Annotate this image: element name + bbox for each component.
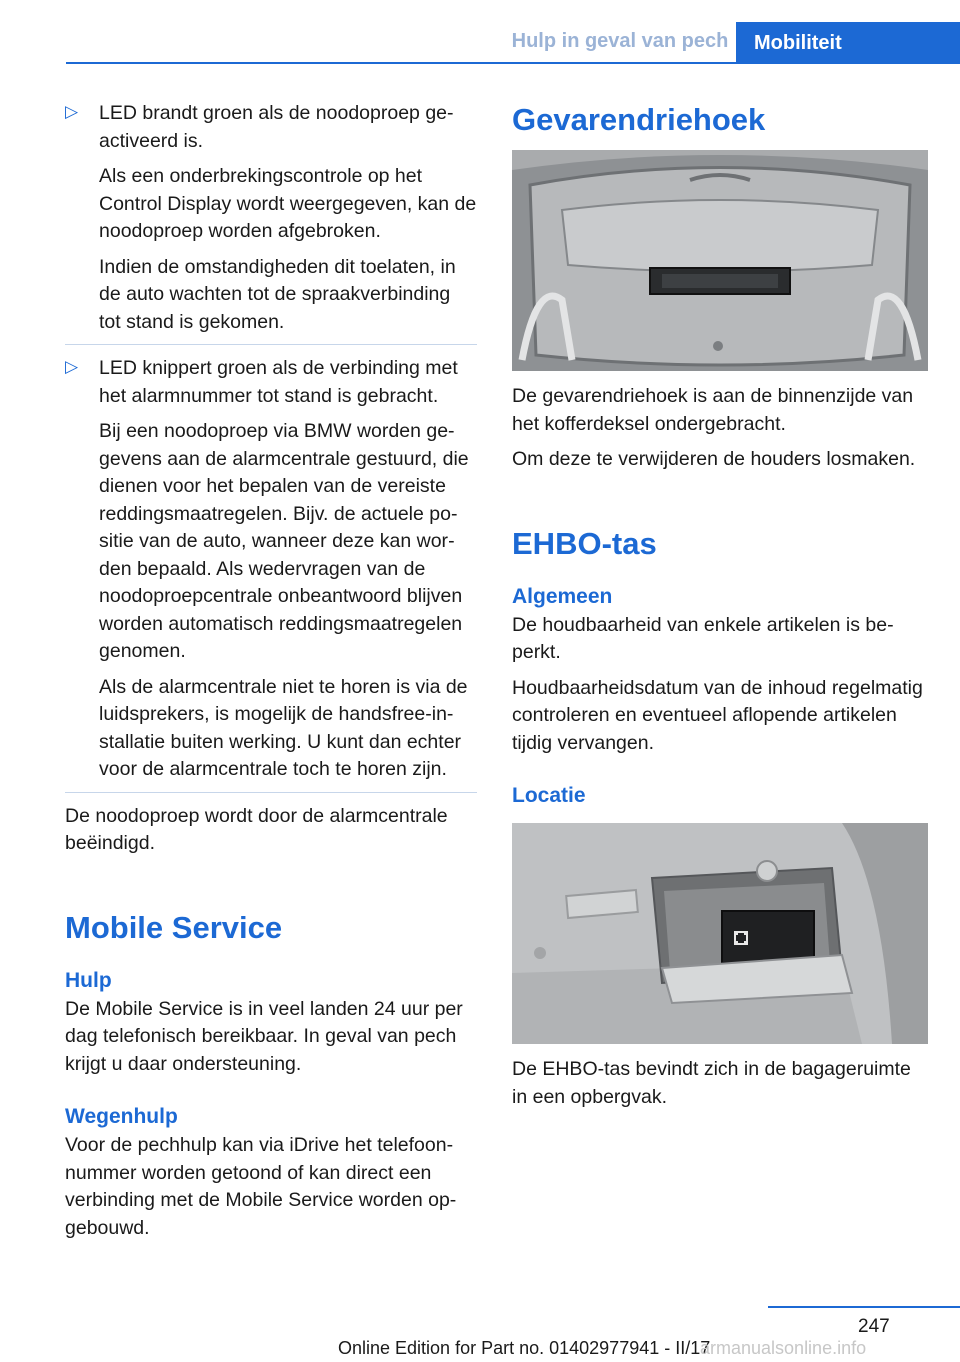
list-item-lead: LED brandt groen als de noodoproep geactiveerd is. <box>99 102 454 152</box>
luggage-compartment-first-aid-image <box>512 823 928 1044</box>
closing-paragraph: De noodoproep wordt door de alarmcentrale beëindigd. <box>65 804 448 854</box>
algemeen-paragraph: De houdbaarheid van enkele artikelen is beperkt. <box>512 613 894 663</box>
ehbo-tas-heading: EHBO-tas <box>512 525 657 561</box>
list-item <box>65 355 477 784</box>
gevarendriehoek-paragraph: Om deze te verwijderen de houders losmaken. <box>512 448 916 470</box>
trunk-lid-warning-triangle-image <box>512 150 928 371</box>
triangle-bullet-icon: ▷ <box>65 357 79 376</box>
footer-edition-text: Online Edition for Part no. 01402977941 - II/17 <box>338 1338 711 1358</box>
watermark-text: armanualsonline.info <box>700 1338 867 1358</box>
gevarendriehoek-paragraph: De gevarendriehoek is aan de binnenzijde van het kofferdeksel ondergebracht. <box>512 385 914 435</box>
list-item <box>65 100 477 336</box>
right-column <box>512 100 930 1111</box>
header-section-title: Hulp in geval van pech <box>511 30 729 52</box>
wegenhulp-subheading: Wegenhulp <box>65 1105 178 1128</box>
algemeen-paragraph: Houdbaarheidsdatum van de inhoud regelmatig controleren en eventueel aflopende artikelen tijdig vervangen. <box>512 676 923 754</box>
left-column <box>65 100 477 1242</box>
mobile-service-heading: Mobile Service <box>65 909 283 945</box>
locatie-paragraph: De EHBO-tas bevindt zich in de bagageruimte in een opbergvak. <box>512 1058 911 1108</box>
footer-rule <box>768 1306 960 1308</box>
header-rule <box>66 62 960 64</box>
list-item-text: Als de alarmcentrale niet te horen is via de luidsprekers, is mogelijk de handsfree-installatie buiten werking. U kunt dan echter voor de alarmcentrale toch te horen zijn. <box>99 675 468 780</box>
triangle-bullet-icon: ▷ <box>65 102 79 121</box>
list-item-text: Als een onderbrekingscontrole op het Control Display wordt weergegeven, kan de noodoproep worden afgebroken. <box>99 165 477 242</box>
list-item-lead: LED knippert groen als de verbinding met het alarmnummer tot stand is gebracht. <box>99 357 458 407</box>
divider <box>65 792 477 793</box>
list-item-text: Indien de omstandigheden dit toelaten, in de auto wachten tot de spraakverbinding tot stand is gekomen. <box>99 255 456 333</box>
gevarendriehoek-heading: Gevarendriehoek <box>512 102 766 137</box>
algemeen-subheading: Algemeen <box>512 584 613 608</box>
hulp-paragraph: De Mobile Service is in veel landen 24 uur per dag telefonisch bereikbaar. In geval van pech krijgt u daar ondersteuning. <box>65 997 463 1075</box>
list-item-text: Bij een noodoproep via BMW worden gegevens aan de alarmcentrale gestuurd, die dienen voor het bepalen van de vereiste reddingsmaatregelen. Bijv. de actuele positie van de auto, wanneer deze kan worden bepaald. Als wedervragen van de noodoproepcentrale onbeantwoord blijven worden automatisch reddingsmaatregelen genomen. <box>99 420 469 662</box>
hulp-subheading: Hulp <box>65 968 112 992</box>
wegenhulp-paragraph: Voor de pechhulp kan via iDrive het telefoonnummer worden getoond of kan direct een verbinding met de Mobile Service worden opgebouwd. <box>65 1134 457 1239</box>
header-chapter-tab: Mobiliteit <box>736 22 960 62</box>
locatie-subheading: Locatie <box>512 784 586 807</box>
divider <box>65 344 477 345</box>
page-number: 247 <box>858 1316 890 1337</box>
